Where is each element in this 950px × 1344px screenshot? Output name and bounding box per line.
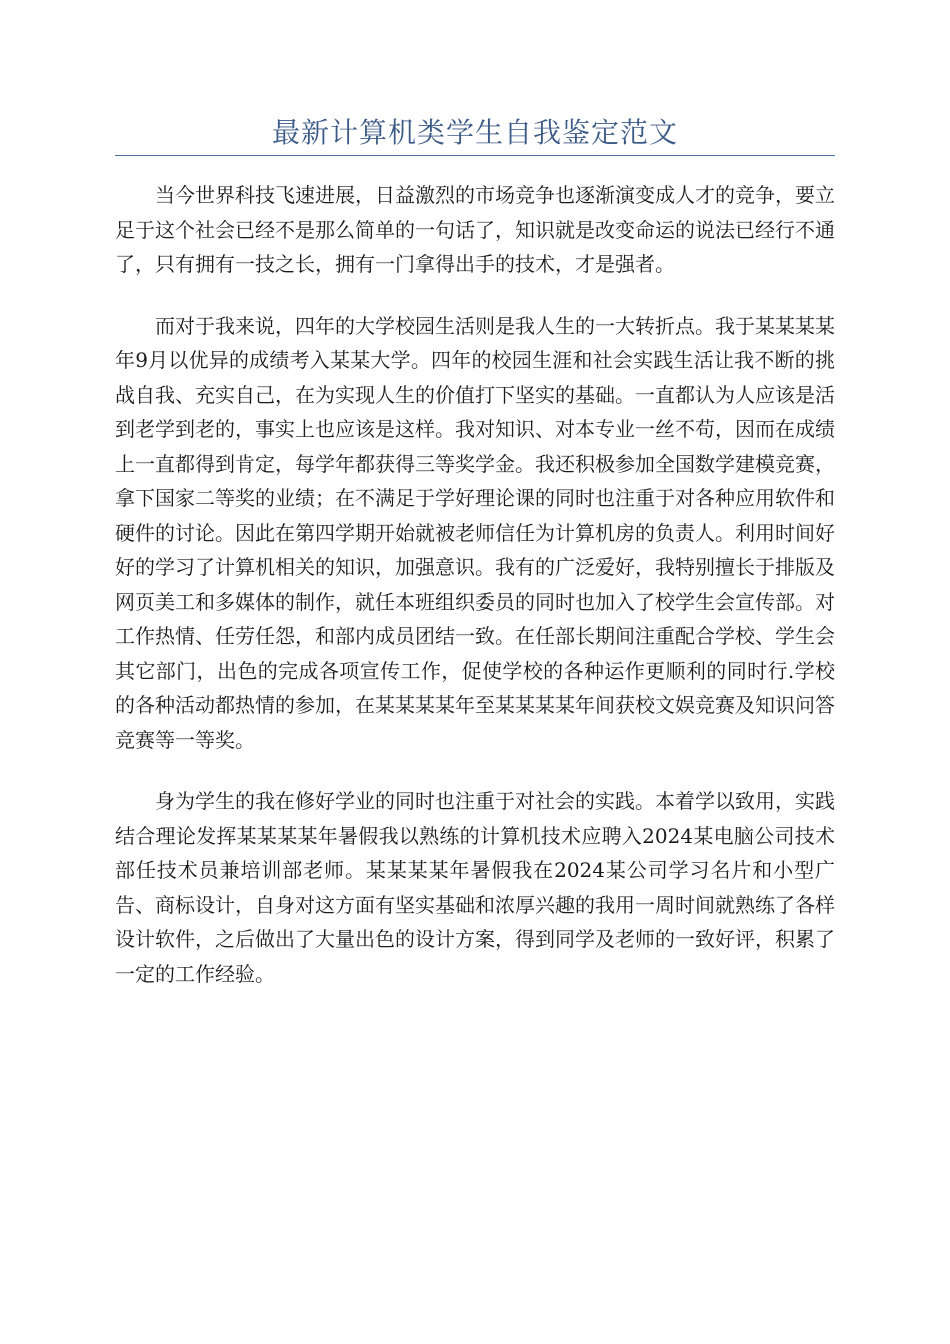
paragraph-3: 身为学生的我在修好学业的同时也注重于对社会的实践。本着学以致用，实践结合理论发挥某某某某年暑假我以熟练的计算机技术应聘入2024某电脑公司技术部任技术员兼培训部老师。某某某某年暑假我在2024某公司学习名片和小型广告、商标设计，自身对这方面有坚实基础和浓厚兴趣的我用一周时间就熟练了各样设计软件，之后做出了大量出色的设计方案，得到同学及老师的一致好评，积累了一定的工作经验。 [115,789,835,986]
paragraph-2: 而对于我来说，四年的大学校园生活则是我人生的一大转折点。我于某某某某年9月以优异的成绩考入某某大学。四年的校园生涯和社会实践生活让我不断的挑战自我、充实自己，在为实现人生的价值打下坚实的基础。一直都认为人应该是活到老学到老的，事实上也应该是这样。我对知识、对本专业一丝不苟，因而在成绩上一直都得到肯定，每学年都获得三等奖学金。我还积极参加全国数学建模竞赛，拿下国家二等奖的业绩；在不满足于学好理论课的同时也注重于对各种应用软件和硬件的讨论。因此在第四学期开始就被老师信任为计算机房的负责人。利用时间好好的学习了计算机相关的知识，加强意识。我有的广泛爱好，我特别擅长于排版及网页美工和多媒体的制作，就任本班组织委员的同时也加入了校学生会宣传部。对工作热情、任劳任怨，和部内成员团结一致。在任部长期间注重配合学校、学生会其它部门，出色的完成各项宣传工作，促使学校的各种运作更顺利的同时行.学校的各种活动都热情的参加，在某某某某年至某某某某年间获校文娱竞赛及知识问答竞赛等一等奖。 [115,313,835,752]
page-title: 最新计算机类学生自我鉴定范文 [271,116,678,149]
paragraph-1: 当今世界科技飞速进展，日益激烈的市场竞争也逐渐演变成人才的竞争，要立足于这个社会已经不是那么简单的一句话了，知识就是改变命运的说法已经行不通了，只有拥有一技之长，拥有一门拿得出手的技术，才是强者。 [115,183,835,276]
title-underline [115,155,835,156]
document-page [115,112,835,1018]
